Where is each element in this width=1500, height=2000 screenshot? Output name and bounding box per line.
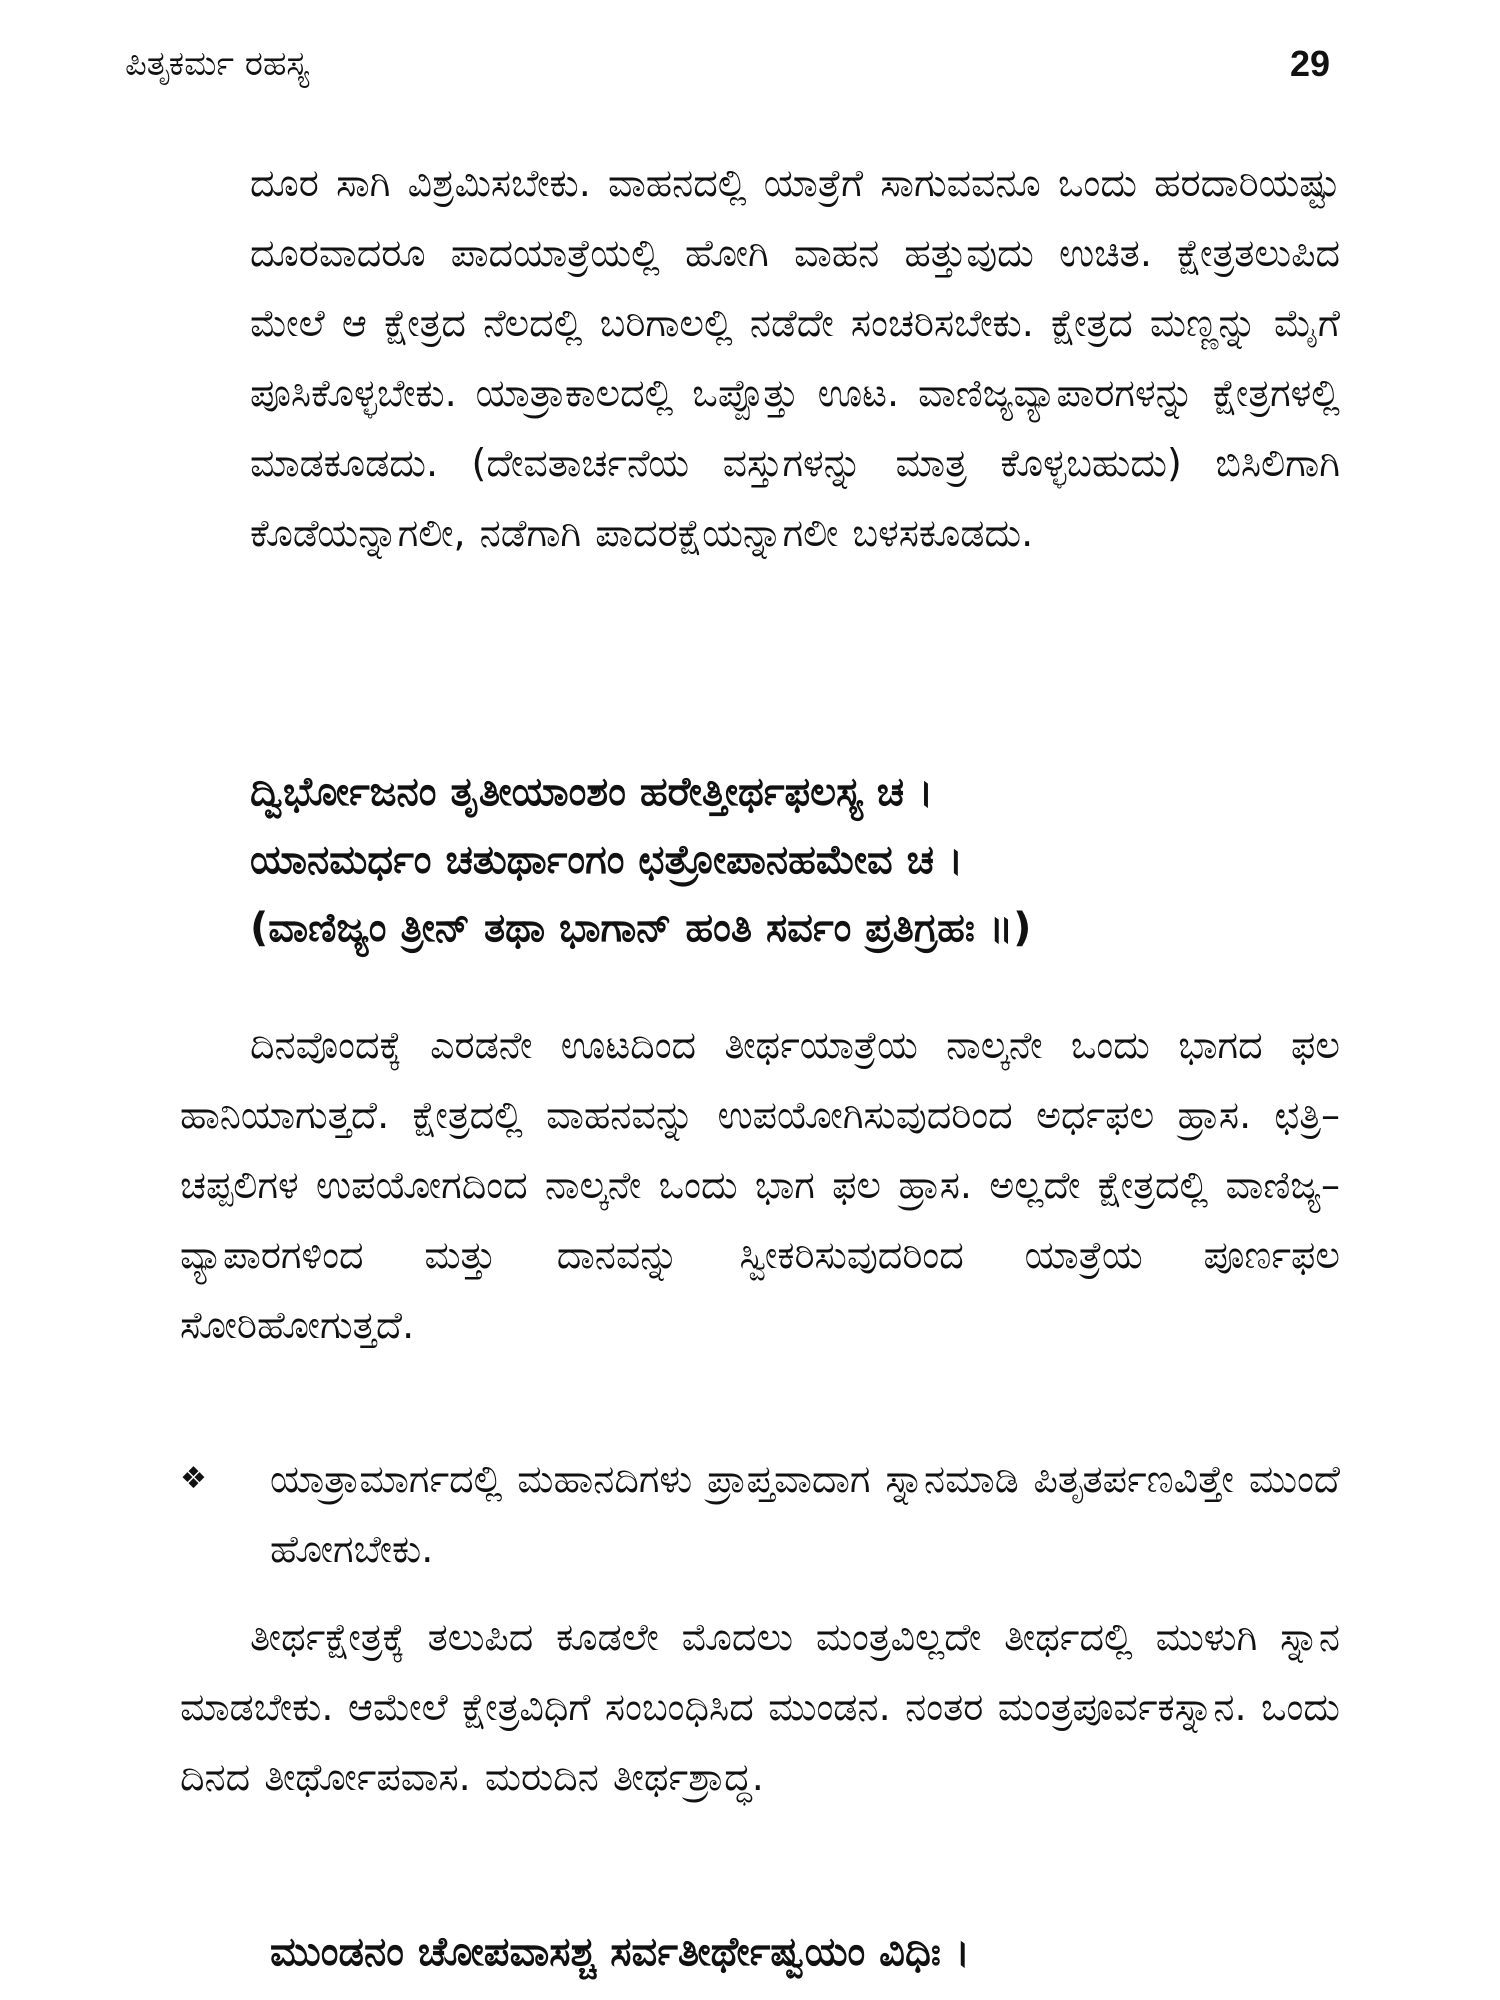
paragraph-3: ತೀರ್ಥಕ್ಷೇತ್ರಕ್ಕೆ ತಲುಪಿದ ಕೂಡಲೇ ಮೊದಲು ಮಂತ್ರವಿಲ್ಲದೇ ತೀರ್ಥದಲ್ಲಿ ಮುಳುಗಿ ಸ್ನಾನ ಮಾಡಬೇಕು. ಆಮೇಲೆ ಕ್ಷೇತ್ರವಿಧಿಗೆ ಸಂಬಂಧಿಸಿದ ಮುಂಡನ. ನಂತರ ಮಂತ್ರಪೂರ್ವಕಸ್ನಾನ. ಒಂದು ದಿನದ ತೀರ್ಥೋಪವಾಸ. ಮರುದಿನ ತೀರ್ಥಶ್ರಾದ್ಧ. [180, 1615, 1340, 1799]
verse-line: ದ್ವಿರ್ಭೋಜನಂ ತೃತೀಯಾಂಶಂ ಹರೇತ್ತೀರ್ಥಫಲಸ್ಯ ಚ । [250, 769, 934, 815]
paragraph-1: ದೂರ ಸಾಗಿ ವಿಶ್ರಮಿಸಬೇಕು. ವಾಹನದಲ್ಲಿ ಯಾತ್ರೆಗೆ ಸಾಗುವವನೂ ಒಂದು ಹರದಾರಿಯಷ್ಟು ದೂರವಾದರೂ ಪಾದಯಾತ್ರೆಯಲ್ಲಿ ಹೋಗಿ ವಾಹನ ಹತ್ತುವುದು ಉಚಿತ. ಕ್ಷೇತ್ರತಲುಪಿದ ಮೇಲೆ ಆ ಕ್ಷೇತ್ರದ ನೆಲದಲ್ಲಿ ಬರಿಗಾಲಲ್ಲಿ ನಡೆದೇ ಸಂಚರಿಸಬೇಕು. ಕ್ಷೇತ್ರದ ಮಣ್ಣನ್ನು ಮೈಗೆ ಪೂಸಿಕೊಳ್ಳಬೇಕು. ಯಾತ್ರಾಕಾಲದಲ್ಲಿ ಒಪ್ಪೊತ್ತು ಊಟ. ವಾಣಿಜ್ಯವ್ಯಾಪಾರಗಳನ್ನು ಕ್ಷೇತ್ರಗಳಲ್ಲಿ ಮಾಡಕೂಡದು. (ದೇವತಾರ್ಚನೆಯ ವಸ್ತುಗಳನ್ನು ಮಾತ್ರ ಕೊಳ್ಳಬಹುದು) ಬಿಸಿಲಿಗಾಗಿ ಕೊಡೆಯನ್ನಾಗಲೀ, ನಡೆಗಾಗಿ ಪಾದರಕ್ಷೆಯನ್ನಾಗಲೀ ಬಳಸಕೂಡದು. [250, 161, 1340, 555]
verse-line: (ವಾಣಿಜ್ಯಂ ತ್ರೀನ್ ತಥಾ ಭಾಗಾನ್ ಹಂತಿ ಸರ್ವಂ ಪ್ರತಿಗ್ರಹಃ ॥) [250, 905, 1032, 951]
verse-block-1 [250, 758, 1400, 962]
verse-block-2: ಮುಂಡನಂ ಚೋಪವಾಸಶ್ಚ ಸರ್ವತೀರ್ಥೇಷ್ವಯಂ ವಿಧಿಃ । [270, 1929, 970, 1975]
paragraph-2: ದಿನವೊಂದಕ್ಕೆ ಎರಡನೇ ಊಟದಿಂದ ತೀರ್ಥಯಾತ್ರೆಯ ನಾಲ್ಕನೇ ಒಂದು ಭಾಗದ ಫಲ ಹಾನಿಯಾಗುತ್ತದೆ. ಕ್ಷೇತ್ರದಲ್ಲಿ ವಾಹನವನ್ನು ಉಪಯೋಗಿಸುವುದರಿಂದ ಅರ್ಧಫಲ ಹ್ರಾಸ. ಛತ್ರಿ–ಚಪ್ಪಲಿಗಳ ಉಪಯೋಗದಿಂದ ನಾಲ್ಕನೇ ಒಂದು ಭಾಗ ಫಲ ಹ್ರಾಸ. ಅಲ್ಲದೇ ಕ್ಷೇತ್ರದಲ್ಲಿ ವಾಣಿಜ್ಯ–ವ್ಯಾಪಾರಗಳಿಂದ ಮತ್ತು ದಾನವನ್ನು ಸ್ವೀಕರಿಸುವುದರಿಂದ ಯಾತ್ರೆಯ ಪೂರ್ಣಫಲ ಸೋರಿಹೋಗುತ್ತದೆ. [180, 1023, 1340, 1347]
page-number: 29 [1290, 43, 1331, 84]
bullet-diamond-icon: ❖ [180, 1461, 207, 1496]
running-header-title: ಪಿತೃಕರ್ಮ ರಹಸ್ಯ [125, 44, 310, 84]
verse-line: ಯಾನಮರ್ಧಂ ಚತುರ್ಥಾಂಗಂ ಛತ್ರೋಪಾನಹಮೇವ ಚ । [250, 837, 964, 883]
bullet-text: ಯಾತ್ರಾಮಾರ್ಗದಲ್ಲಿ ಮಹಾನದಿಗಳು ಪ್ರಾಪ್ತವಾದಾಗ ಸ್ನಾನಮಾಡಿ ಪಿತೃತರ್ಪಣವಿತ್ತೇ ಮುಂದೆ ಹೋಗಬೇಕು. [270, 1457, 1340, 1571]
